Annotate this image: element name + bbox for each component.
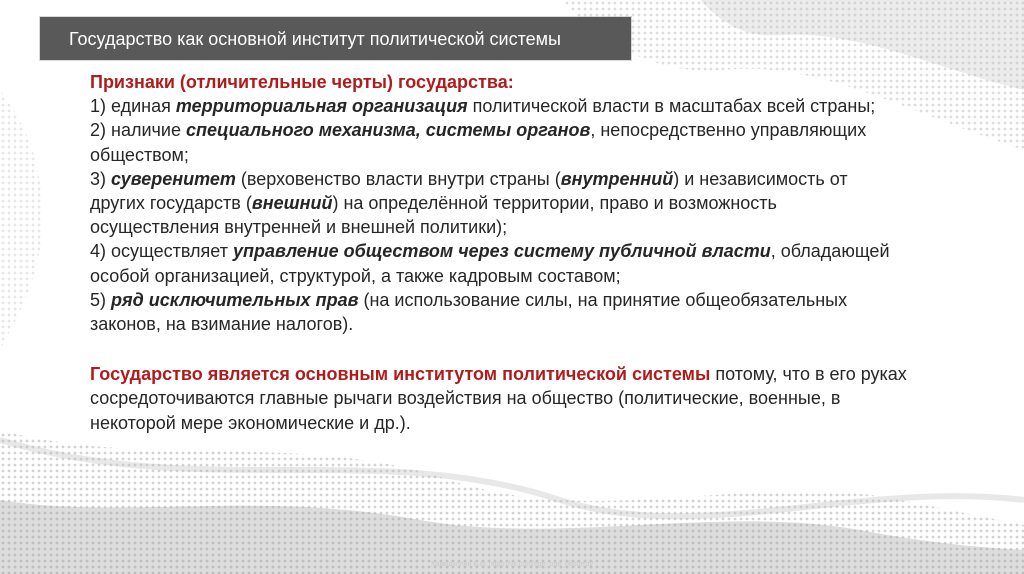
item4-prefix: 4) осуществляет — [90, 241, 233, 262]
feature-item-3-line-1 — [90, 167, 970, 191]
features-heading: Признаки (отличительные черты) государства: — [90, 72, 514, 92]
item2-emphasis: специального механизма, системы органов — [185, 120, 591, 141]
item1-suffix: политической власти в масштабах всей страны; — [467, 96, 876, 117]
item3-text-3: других государств ( — [90, 193, 252, 214]
footer-credit: Хамидуллин Б.И. https://vk.com/ege_oge_obshestv — [430, 561, 594, 568]
conclusion-line-1 — [90, 362, 970, 386]
feature-item-2-line-2: обществом; — [90, 144, 189, 165]
item3-text-2: ) и независимость от — [673, 168, 848, 189]
conclusion-text-1: потому, что в его руках — [710, 364, 907, 385]
feature-item-3-line-3: осуществления внутренней и внешней политики); — [90, 217, 508, 238]
feature-item-5-line-2: законов, на взимание налогов). — [90, 314, 354, 335]
item4-suffix: , обладающей — [770, 241, 890, 262]
item3-prefix: 3) — [90, 168, 112, 189]
conclusion-paragraph — [90, 362, 970, 435]
item3-text-4: ) на определённой территории, право и возможность — [332, 193, 777, 214]
feature-item-1 — [90, 94, 970, 118]
slide-content — [90, 70, 970, 435]
item3-emphasis-2: внутренний — [560, 168, 674, 189]
item1-emphasis: территориальная организация — [175, 96, 468, 117]
item2-prefix: 2) наличие — [90, 120, 186, 141]
feature-item-5-line-1 — [90, 288, 970, 312]
item3-emphasis-1: суверенитет — [111, 168, 236, 189]
item2-suffix: , непосредственно управляющих — [590, 120, 867, 141]
title-bar — [40, 17, 631, 60]
conclusion-highlight: Государство является основным институтом политической системы — [90, 364, 711, 385]
conclusion-line-2: сосредоточиваются главные рычаги воздействия на общество (политические, военные, в — [90, 388, 841, 409]
feature-item-3-line-2 — [90, 191, 970, 215]
features-list — [90, 70, 970, 336]
feature-item-2-line-1 — [90, 118, 970, 142]
item4-emphasis: управление обществом через систему публичной власти — [232, 241, 771, 262]
feature-item-4-line-1 — [90, 239, 970, 263]
slide-title: Государство как основной институт политической системы — [69, 29, 561, 49]
conclusion-line-3: некоторой мере экономические и др.). — [90, 412, 411, 433]
item5-emphasis: ряд исключительных прав — [111, 289, 359, 310]
item3-text-1: (верховенство власти внутри страны ( — [235, 168, 561, 189]
item3-emphasis-3: внешний — [251, 193, 333, 214]
feature-item-4-line-2: особой организацией, структурой, а также кадровым составом; — [90, 265, 621, 286]
item5-prefix: 5) — [90, 289, 112, 310]
item5-suffix: (на использование силы, на принятие общеобязательных — [358, 289, 848, 310]
item1-prefix: 1) единая — [90, 96, 176, 117]
